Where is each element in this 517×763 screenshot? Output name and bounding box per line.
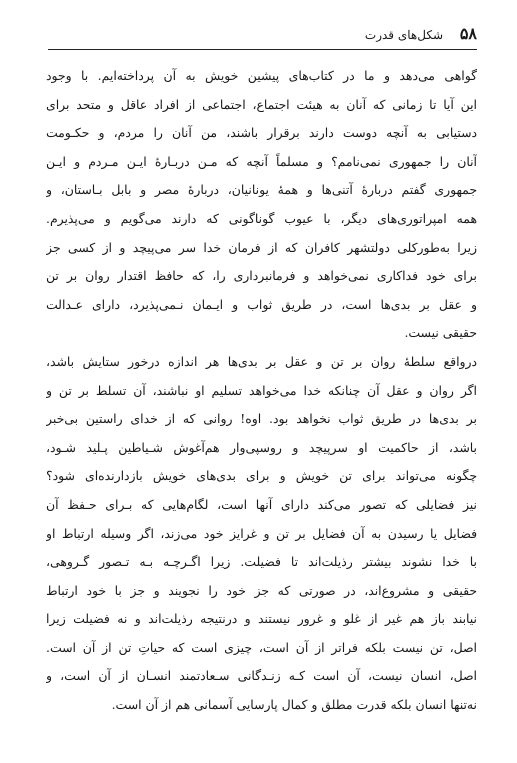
text-line: زیرا به‌طورکلی دولتشهر کافران که از فرمان خدا سر می‌پیچد و از کسی جز bbox=[46, 239, 477, 255]
page-header bbox=[0, 24, 517, 50]
header-rule bbox=[48, 49, 477, 50]
text-line: اگر روان و عقل آن چنانکه خدا می‌خواهد تسلیم او نباشند، آن تسلط بر تن و bbox=[46, 382, 477, 398]
text-line: نیابند باز هم غیر از غلو و غرور نیستند و درنتیجه رذیلت‌اند و نه فضیلت زیرا bbox=[46, 611, 477, 627]
running-title: شکل‌های قدرت bbox=[364, 28, 443, 42]
text-line: این آیا تا زمانی که آنان به هیئت اجتماع، اجتماعی از افراد عاقل و متحد برای bbox=[46, 96, 477, 112]
text-line: دستیابی به آنچه دوست دارند برقرار باشند، من آنان را مردم، و حکـومت bbox=[46, 125, 477, 141]
text-line: با خدا نشوند بیشتر رذیلت‌اند تا فضیلت. زیرا اگـرچـه بـه تـصور گـروهی، bbox=[46, 554, 477, 570]
page-number: ۵۸ bbox=[459, 24, 477, 43]
text-line: و عقل بر بدی‌ها است، در طریق ثواب و ایـمان نـمی‌پذیرد، دارای عـدالت bbox=[46, 296, 477, 312]
text-line: باشد، از حاکمیت او سرپیچد و روسپی‌وار هم‌آغوش شـیاطین پـلید شـود، bbox=[46, 439, 477, 455]
text-line: درواقع سلطهٔ روان بر تن و عقل بر بدی‌ها هر اندازه درخور ستایش باشد، bbox=[46, 353, 477, 369]
text-line: گواهی می‌دهد و ما در کتاب‌های پیشین خویش به آن پرداخته‌ایم. با وجود bbox=[46, 68, 477, 83]
text-line: اصل، انسان نیست، آن است کـه زنـدگانی سـعادتمند انسـان از آن است، و bbox=[46, 668, 477, 684]
text-line: آنان را جمهوری نمی‌نامم؟ و مسلماً آنچه که مـن دربـارهٔ ایـن مـردم و ایـن bbox=[46, 153, 477, 169]
text-line: نیز فضایلی که تصور می‌کند دارای آنها است، لگام‌هایی که بـرای حـفظ آن bbox=[46, 496, 477, 512]
text-line: فضایل یا رسیدن به آن فضایل بر تن و غرایز خود می‌زند، اگر وسیله ارتباط او bbox=[46, 525, 477, 541]
text-line: چگونه می‌تواند برای تن خویش و برای بدی‌های خویش بازدارنده‌ای شود؟ bbox=[46, 468, 477, 484]
text-line: بر بدی‌ها در طریق ثواب نخواهد بود. اوه! روانی که از خدای راستین بی‌خبر bbox=[46, 411, 477, 427]
text-line: برای خود فداکاری نمی‌خواهد و فرمانبرداری را، که حافظ اقتدار روان بر تن bbox=[46, 268, 477, 284]
text-line: اصل، تن نیست بلکه فراتر از آن است، چیزی است که حیاتِ تن از آن است. bbox=[46, 639, 477, 655]
text-line: حقیقی و مشروع‌اند، در صورتی که جز خود را نجویند و جز با خود ارتباط bbox=[46, 582, 477, 598]
text-line: نه‌تنها انسان بلکه قدرت مطلق و کمال پارسایی آسمانی هم از آن است. bbox=[111, 697, 477, 713]
text-line: حقیقی نیست. bbox=[404, 325, 477, 341]
body-text bbox=[46, 62, 477, 720]
text-line: همه امپراتوری‌های دیگر، با عیوب گوناگونی که دارند می‌گویم و می‌پذیرم. bbox=[46, 210, 477, 226]
text-line: جمهوری گفتم دربارهٔ آتنی‌ها و همهٔ یونانیان، دربارهٔ مصر و بابل بـاستان، و bbox=[46, 182, 477, 198]
